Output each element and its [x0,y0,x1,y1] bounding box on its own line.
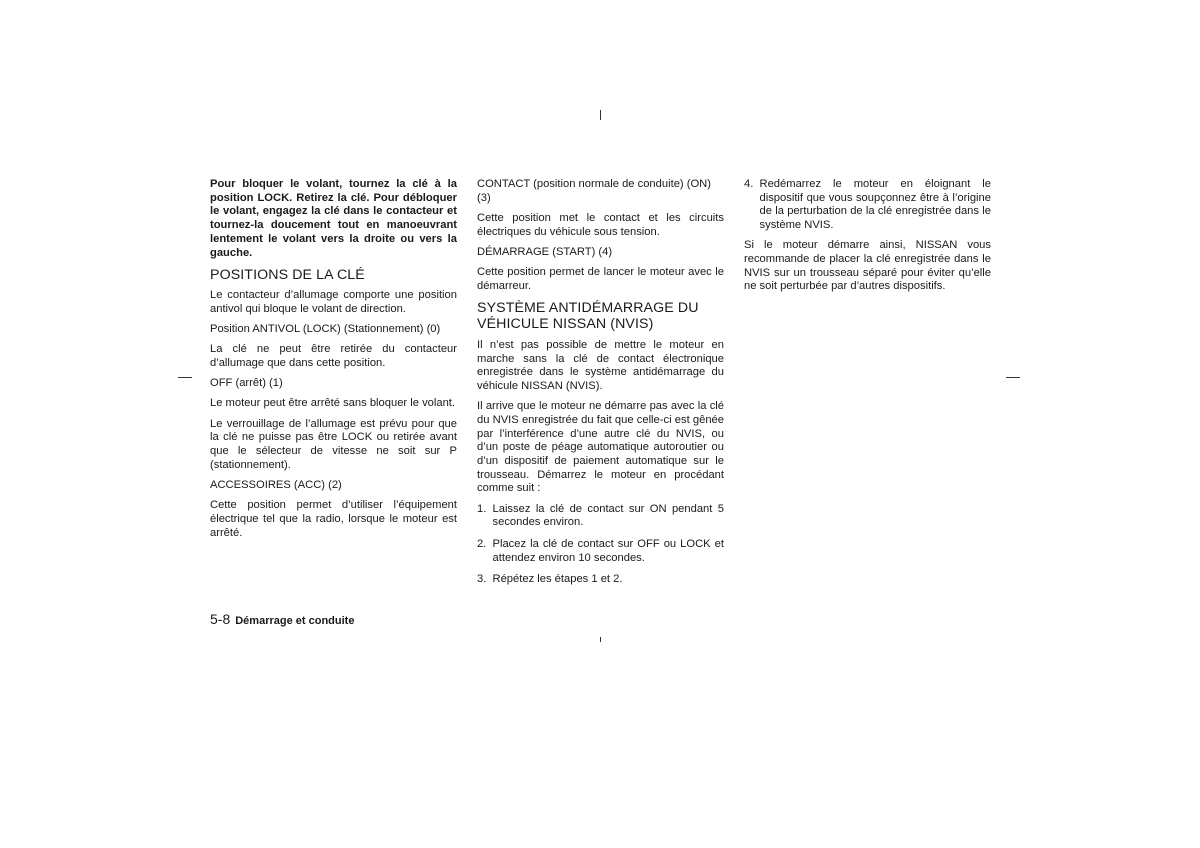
paragraph: Si le moteur démarre ainsi, NISSAN vous recommande de placer la clé enregistrée dans le NVIS sur un trousseau séparé pour éviter qu’elle ne soit perturbée par d’autres dispositifs. [744,239,991,293]
position-label-on: CONTACT (position normale de conduite) (ON) (3) [477,178,711,204]
step-number: 3. [477,573,487,586]
step-number: 2. [477,538,487,551]
paragraph: Cette position met le contact et les circuits électriques du véhicule sous tension. [477,211,724,238]
list-item [477,538,724,565]
procedure-steps-list [477,503,724,588]
list-item [744,178,991,233]
step-number: 1. [477,502,487,515]
paragraph: Cette position permet de lancer le moteur avec le démarreur. [477,266,724,292]
position-label-acc: ACCESSOIRES (ACC) (2) [210,478,342,491]
paragraph: Le moteur peut être arrêté sans bloquer le volant. [210,397,456,410]
text-column-2 [477,178,724,595]
section-heading-key-positions: POSITIONS DE LA CLÉ [210,266,365,283]
list-item [477,503,724,530]
steering-lock-instructions: Pour bloquer le volant, tournez la clé à la position LOCK. Retirez la clé. Pour débloquer le volant, engagez la clé dans le contacteur et tournez-la doucement tout en manoeuvrant lentement le volant vers la droite ou vers la gauche. [210,178,457,259]
list-item [477,573,724,587]
text-column-3 [744,178,991,301]
paragraph: Le contacteur d’allumage comporte une position antivol qui bloque le volant de direction. [210,289,457,315]
step-text: Répétez les étapes 1 et 2. [492,573,623,586]
paragraph: Le verrouillage de l’allumage est prévu pour que la clé ne puisse pas être LOCK ou retirée avant que le sélecteur de vitesse ne soit sur P (stationnement). [210,417,457,471]
paragraph: La clé ne peut être retirée du contacteur d’allumage que dans cette position. [210,343,457,370]
step-text: Redémarrez le moteur en éloignant le dispositif que vous soupçonnez être à l’origine de la perturbation de la clé enregistrée dans le système NVIS. [759,178,991,232]
paragraph: Il n’est pas possible de mettre le moteur en marche sans la clé de contact électronique enregistrée dans le système antidémarrage du véhicule NISSAN (NVIS). [477,338,724,393]
position-label-off: OFF (arrêt) (1) [210,377,283,390]
section-heading-nvis: SYSTÈME ANTIDÉMARRAGE DU VÉHICULE NISSAN (NVIS) [477,299,699,333]
crop-mark-right [1006,377,1020,378]
crop-mark-top [600,110,601,120]
step-text: Placez la clé de contact sur OFF ou LOCK et attendez environ 10 secondes. [492,538,724,564]
section-title: Démarrage et conduite [235,615,355,627]
paragraph: Cette position permet d’utiliser l’équipement électrique tel que la radio, lorsque le moteur est arrêté. [210,499,457,539]
position-label-lock: Position ANTIVOL (LOCK) (Stationnement) (0) [210,323,441,336]
step-text: Laissez la clé de contact sur ON pendant 5 secondes environ. [492,502,724,529]
procedure-steps-continued [744,178,991,233]
crop-mark-left [178,377,192,378]
text-column-1 [210,178,457,547]
paragraph: Il arrive que le moteur ne démarre pas avec la clé du NVIS enregistrée du fait que celle-ci est gênée par l’interférence d’une autre clé du NVIS, ou d’un poste de péage automatique autoroutier ou d’un dispositif de paiement automatique sur le trousseau. Démarrez le moteur en procédant comme suit : [477,400,724,495]
step-number: 4. [744,178,754,190]
page-footer [210,611,354,629]
position-label-start: DÉMARRAGE (START) (4) [477,245,613,258]
crop-mark-bottom [600,637,601,642]
page-number: 5-8 [210,611,231,627]
